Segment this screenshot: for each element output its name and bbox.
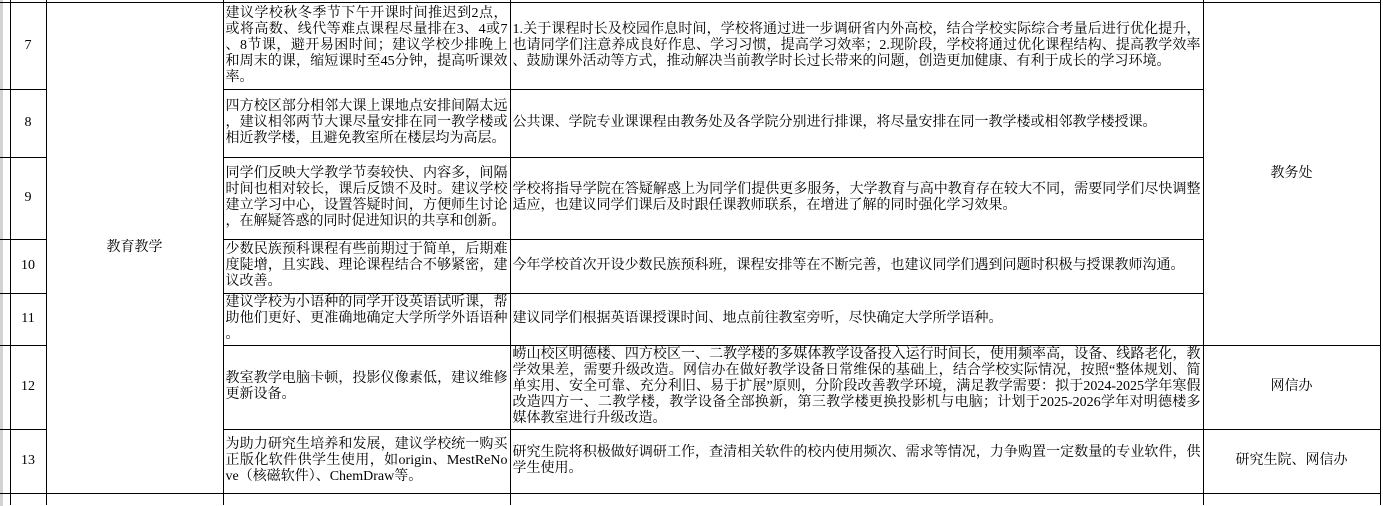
- response-cell: 崂山校区明德楼、四方校区一、二教学楼的多媒体教学设备投入运行时间长，使用频率高，设备、线路老化，教学效果差，需要升级改造。网信办在做好教学设备日常维保的基础上，结合学校实际情况，按照“整体规划、简单实用、安全可靠、充分利旧、易于扩展”原则，分阶段改善教学环境，满足教学需要：拟于2024-2025学年寒假改造四方一、二教学楼，教学设备全部换新，第三教学楼更换投影机与电脑；计划于2025-2026学年对明德楼多媒体教室进行升级改造。: [510, 345, 1203, 429]
- suggestion-cell: 少数民族预科课程有些前期过于简单，后期难度陡增，且实践、理论课程结合不够紧密，建议改善。: [223, 239, 510, 293]
- suggestion-cell: 教室教学电脑卡顿，投影仪像素低，建议维修更新设备。: [223, 345, 510, 429]
- cut-cell: [10, 493, 46, 505]
- row-number-cell: 9: [10, 157, 46, 239]
- cut-column-cell: [0, 429, 10, 493]
- response-cell: 今年学校首次开设少数民族预科班，课程安排等在不断完善，也建议同学们遇到问题时积极与授课教师沟通。: [510, 239, 1203, 293]
- row-number-cell: 10: [10, 239, 46, 293]
- row-number-cell: 8: [10, 89, 46, 157]
- cut-cell: [0, 493, 10, 505]
- cut-column-cell: [0, 2, 10, 89]
- response-cell: 建议同学们根据英语课授课时间、地点前往教室旁听，尽快确定大学所学语种。: [510, 293, 1203, 345]
- suggestion-cell: 建议学校为小语种的同学开设英语试听课，帮助他们更好、更准确地确定大学所学外语语种。: [223, 293, 510, 345]
- table-row-7: [0, 2, 1380, 89]
- cut-column-cell: [0, 89, 10, 157]
- cut-column-cell: [0, 293, 10, 345]
- cut-column-cell: [0, 345, 10, 429]
- cut-cell: [223, 493, 510, 505]
- suggestion-cell: 为助力研究生培养和发展，建议学校统一购买正版化软件供学生使用，如origin、MestReNove（核磁软件）、ChemDraw等。: [223, 429, 510, 493]
- row-number-cell: 12: [10, 345, 46, 429]
- response-cell: 研究生院将积极做好调研工作，查清相关软件的校内使用频次、需求等情况，力争购置一定数量的专业软件，供学生使用。: [510, 429, 1203, 493]
- row-number-cell: 7: [10, 2, 46, 89]
- cut-off-row-bottom: [0, 493, 1380, 505]
- cut-cell: [510, 493, 1203, 505]
- suggestion-cell: 同学们反映大学教学节奏较快、内容多，间隔时间也相对较长，课后反馈不及时。建议学校建立学习中心，设置答疑时间，方便师生讨论，在解疑答惑的同时促进知识的共享和创新。: [223, 157, 510, 239]
- row-number-cell: 11: [10, 293, 46, 345]
- suggestion-cell: 四方校区部分相邻大课上课地点安排间隔太远，建议相邻两节大课尽量安排在同一教学楼或相近教学楼，且避免教室所在楼层均为高层。: [223, 89, 510, 157]
- department-cell: 研究生院、网信办: [1203, 429, 1380, 493]
- department-cell: 网信办: [1203, 345, 1380, 429]
- category-cell: 教育教学: [46, 2, 223, 493]
- row-number-cell: 13: [10, 429, 46, 493]
- response-cell: 公共课、学院专业课课程由教务处及各学院分别进行排课，将尽量安排在同一教学楼或相邻教学楼授课。: [510, 89, 1203, 157]
- response-cell: 学校将指导学院在答疑解惑上为同学们提供更多服务，大学教育与高中教育存在较大不同，需要同学们尽快调整适应，也建议同学们课后及时跟任课教师联系，在增进了解的同时强化学习效果。: [510, 157, 1203, 239]
- department-cell: 教务处: [1203, 2, 1380, 345]
- cut-column-cell: [0, 239, 10, 293]
- cut-cell: [46, 493, 223, 505]
- suggestion-cell: 建议学校秋冬季节下午开课时间推迟到2点，或将高数、线代等难点课程尽量排在3、4或7、8节课，避开易困时间；建议学校少排晚上和周末的课，缩短课时至45分钟，提高听课效率。: [223, 2, 510, 89]
- cut-cell: [1203, 493, 1380, 505]
- response-cell: 1.关于课程时长及校园作息时间，学校将通过进一步调研省内外高校，结合学校实际综合考量后进行优化提升，也请同学们注意养成良好作息、学习习惯，提高学习效率；2.现阶段，学校将通过优化课程结构、提高教学效率、鼓励课外活动等方式，推动解决当前教学时长过长带来的问题，创造更加健康、有利于成长的学习环境。: [510, 2, 1203, 89]
- cut-column-cell: [0, 157, 10, 239]
